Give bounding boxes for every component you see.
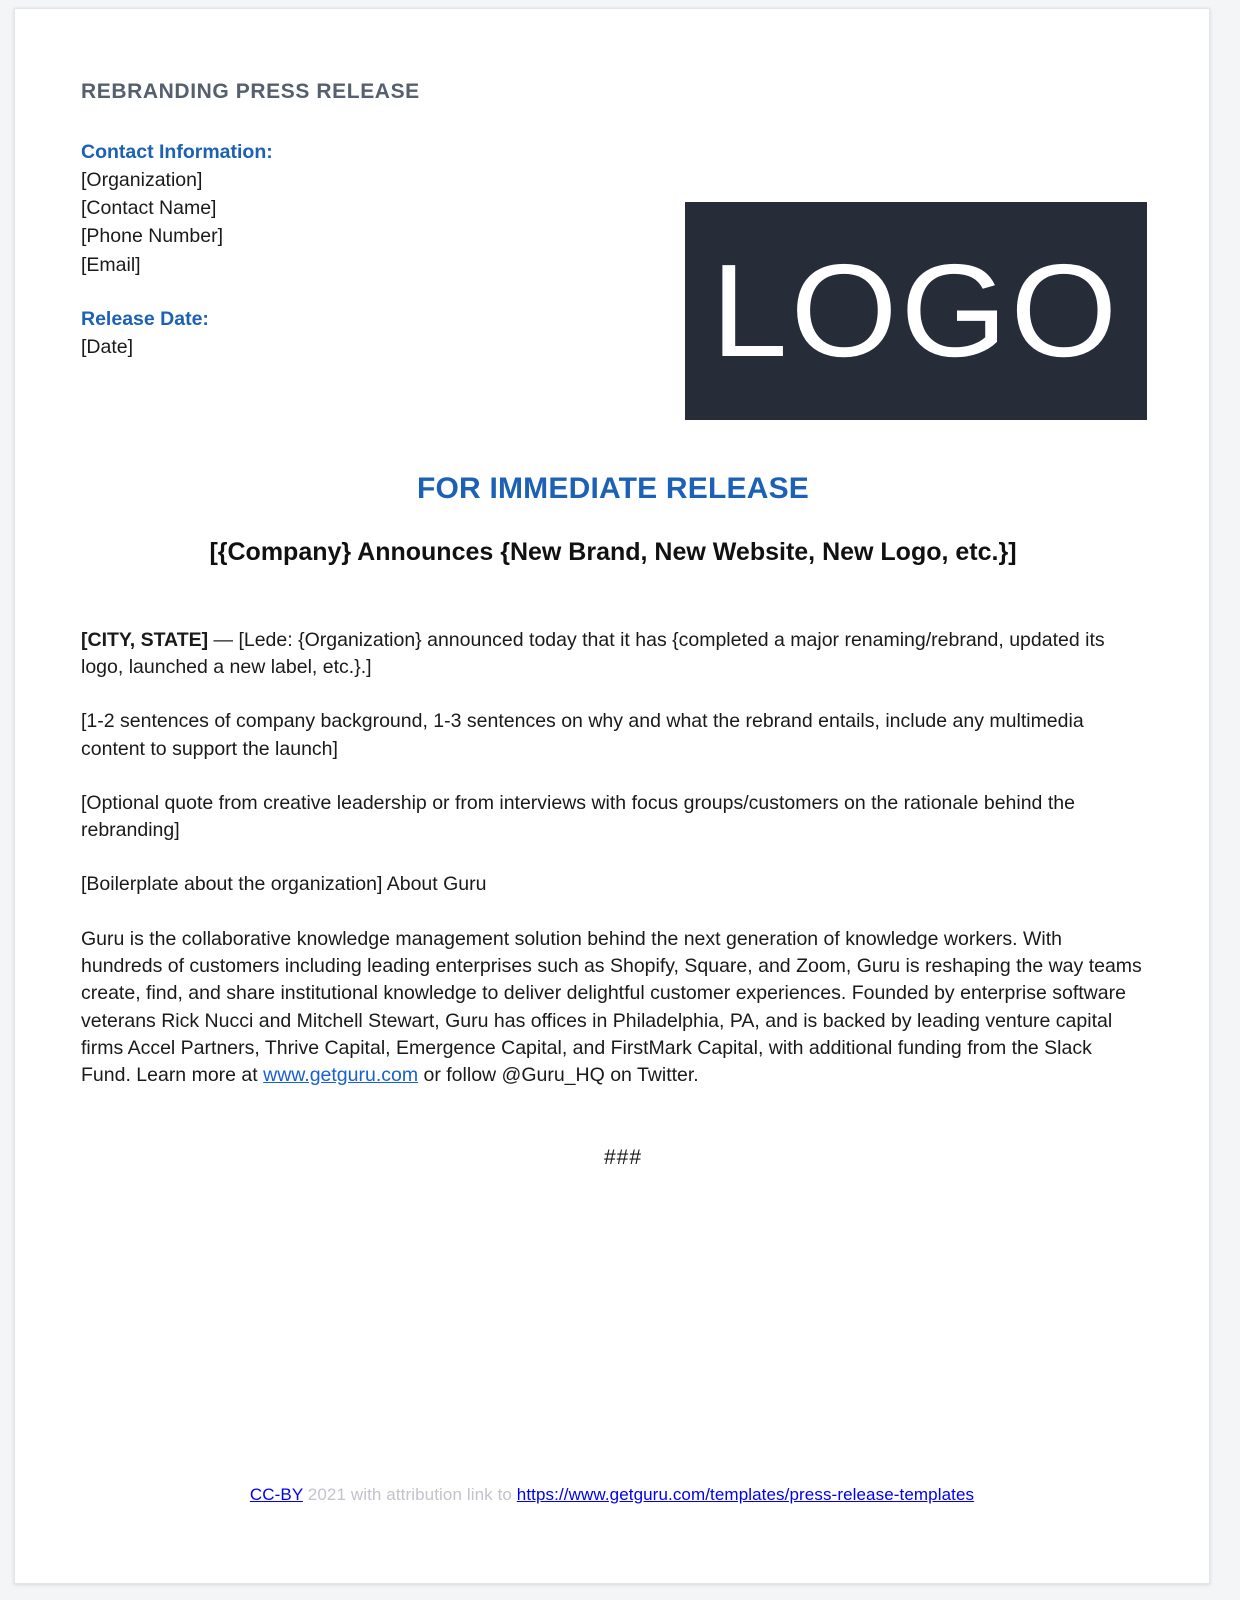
lede-dash: — xyxy=(208,628,239,651)
quote-paragraph: [Optional quote from creative leadership or from interviews with focus groups/customers on the rationale behind the rebranding] xyxy=(81,791,1075,842)
page-title: REBRANDING PRESS RELEASE xyxy=(81,80,420,103)
boilerplate-paragraph xyxy=(81,926,1145,1090)
spacer xyxy=(81,279,641,305)
document-page xyxy=(14,8,1210,1584)
release-date-value: [Date] xyxy=(81,335,134,358)
contact-email: [Email] xyxy=(81,253,141,276)
footer-template-url-link[interactable]: https://www.getguru.com/templates/press-release-templates xyxy=(516,1485,975,1504)
document-header xyxy=(81,138,1145,385)
release-date-label: Release Date: xyxy=(81,307,209,330)
getguru-link[interactable]: www.getguru.com xyxy=(263,1064,419,1087)
logo-placeholder xyxy=(685,202,1147,420)
lede-paragraph xyxy=(81,627,1145,682)
cc-by-license-link[interactable]: CC-BY xyxy=(249,1485,303,1504)
immediate-release-headline: FOR IMMEDIATE RELEASE xyxy=(417,472,809,506)
boilerplate-text-after-link: or follow @Guru_HQ on Twitter. xyxy=(418,1064,699,1087)
lede-city-state: [CITY, STATE] xyxy=(81,628,209,651)
boilerplate-heading: [Boilerplate about the organization] About Guru xyxy=(81,873,487,896)
logo-text: LOGO xyxy=(711,237,1121,385)
background-paragraph: [1-2 sentences of company background, 1-3 sentences on why and what the rebrand entails, include any multimedia content to support the launch] xyxy=(81,710,1084,760)
contact-organization: [Organization] xyxy=(81,169,203,192)
lede-text: [Lede: {Organization} announced today that it has {completed a major renaming/rebrand, updated its logo, launched a new label, etc.}.] xyxy=(81,628,1105,678)
document-content xyxy=(81,79,1145,1170)
end-of-release-mark: ### xyxy=(603,1145,643,1169)
footer-attribution xyxy=(15,1485,1209,1505)
contact-phone-number: [Phone Number] xyxy=(81,225,223,248)
contact-information-label: Contact Information: xyxy=(81,141,273,164)
release-subheadline: [{Company} Announces {New Brand, New Website, New Logo, etc.}] xyxy=(209,538,1017,567)
contact-information-block xyxy=(81,138,641,361)
body-copy xyxy=(81,627,1145,1170)
footer-middle-text: 2021 with attribution link to xyxy=(302,1485,517,1504)
contact-name: [Contact Name] xyxy=(81,197,217,220)
boilerplate-text-before-link: Guru is the collaborative knowledge management solution behind the next generation of knowledge workers. With hundreds of customers including leading enterprises such as Shopify, Square, and Zoom, Guru is reshaping the way teams create, find, and share institutional knowledge to deliver delightful customer experiences. Founded by enterprise software veterans Rick Nucci and Mitchell Stewart, Guru has offices in Philadelphia, PA, and is backed by leading venture capital firms Accel Partners, Thrive Capital, Emergence Capital, and FirstMark Capital, with additional funding from the Slack Fund. Learn more at xyxy=(81,927,1142,1087)
